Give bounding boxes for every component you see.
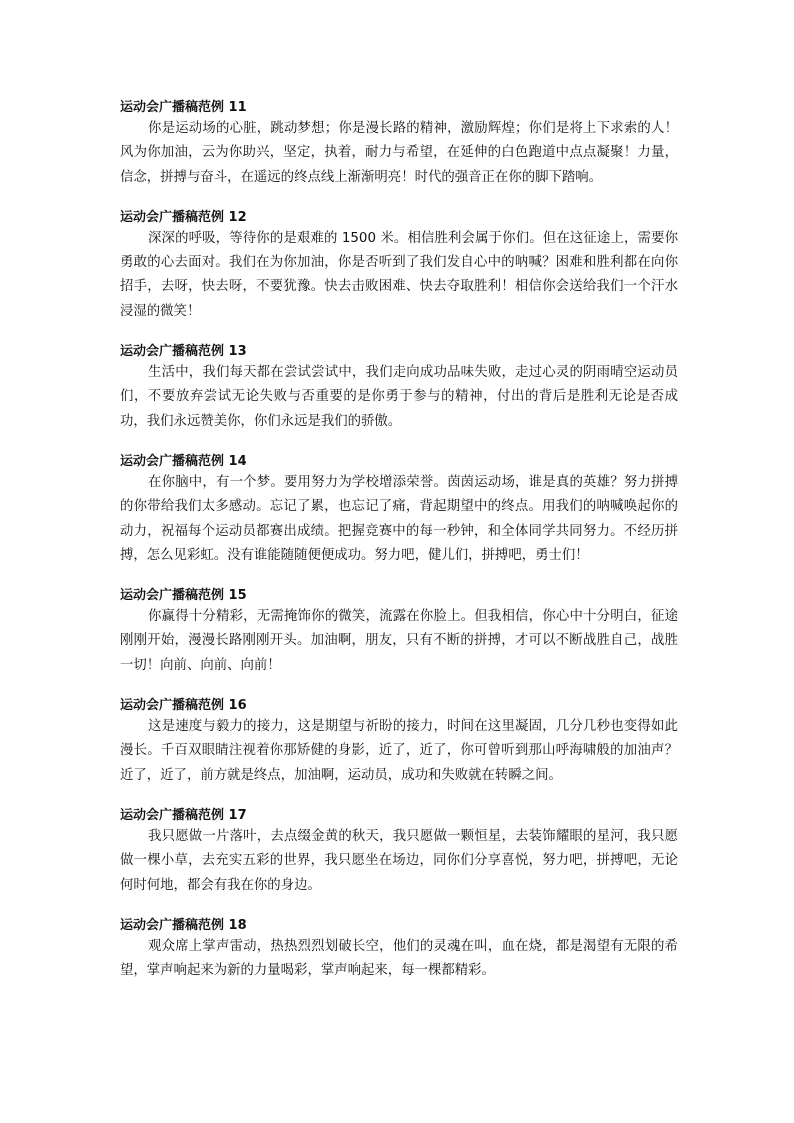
section-15 [120,587,678,678]
section-title: 运动会广播稿范例 16 [120,698,247,714]
section-body: 我只愿做一片落叶，去点缀金黄的秋天，我只愿做一颗恒星，去装饰耀眼的星河，我只愿做一棵小草，去充实五彩的世界，我只愿坐在场边，同你们分享喜悦，努力吧，拼搏吧，无论何时何地，都会有我在你的身边。 [120,828,678,893]
section-body: 深深的呼吸，等待你的是艰难的 1500 米。相信胜利会属于你们。但在这征途上，需要你勇敢的心去面对。我们在为你加油，你是否听到了我们发自心中的呐喊？困难和胜利都在向你招手，去呀，快去呀，不要犹豫。快去击败困难、快去夺取胜利！相信你会送给我们一个汗水浸湿的微笑！ [120,230,678,319]
section-title: 运动会广播稿范例 13 [120,344,247,360]
section-title: 运动会广播稿范例 15 [120,588,247,604]
section-13 [120,343,678,434]
section-title: 运动会广播稿范例 17 [120,807,247,823]
section-16 [120,697,678,788]
section-body: 在你脑中，有一个梦。要用努力为学校增添荣誉。茵茵运动场，谁是真的英雄？努力拼搏的你带给我们太多感动。忘记了累，也忘记了痛，背起期望中的终点。用我们的呐喊唤起你的动力，祝福每个运动员都赛出成绩。把握竞赛中的每一秒钟，和全体同学共同努力。不经历拼搏，怎么见彩虹。没有谁能随随便便成功。努力吧，健儿们，拼搏吧，勇士们！ [120,474,678,563]
section-18 [120,917,678,984]
section-14 [120,453,678,568]
section-body: 你是运动场的心脏，跳动梦想；你是漫长路的精神，激励辉煌；你们是将上下求索的人！风为你加油，云为你助兴，坚定，执着，耐力与希望，在延伸的白色跑道中点点凝聚！力量，信念，拼搏与奋斗，在遥远的终点线上渐渐明亮！时代的强音正在你的脚下踏响。 [120,121,678,185]
document-content [120,99,678,1002]
section-title: 运动会广播稿范例 18 [120,917,247,933]
section-body: 这是速度与毅力的接力，这是期望与祈盼的接力，时间在这里凝固，几分几秒也变得如此漫长。千百双眼睛注视着你那矫健的身影，近了，近了，你可曾听到那山呼海啸般的加油声？近了，近了，前方就是终点，加油啊，运动员，成功和失败就在转瞬之间。 [120,719,678,783]
section-12 [120,209,678,324]
section-title: 运动会广播稿范例 12 [120,209,247,225]
section-11 [120,99,678,190]
section-body: 观众席上掌声雷动，热热烈烈划破长空，他们的灵魂在叫，血在烧，都是渴望有无限的希望，掌声响起来为新的力量喝彩，掌声响起来，每一棵都精彩。 [120,938,678,979]
section-body: 你赢得十分精彩，无需掩饰你的微笑，流露在你脸上。但我相信，你心中十分明白，征途刚刚开始，漫漫长路刚刚开头。加油啊，朋友，只有不断的拼搏，才可以不断战胜自己，战胜一切！向前、向前、向前！ [120,609,678,673]
section-title: 运动会广播稿范例 11 [120,100,247,115]
section-17 [120,807,678,898]
section-body: 生活中，我们每天都在尝试尝试中，我们走向成功品味失败，走过心灵的阴雨晴空运动员们，不要放弃尝试无论失败与否重要的是你勇于参与的精神，付出的背后是胜利无论是否成功，我们永远赞美你，你们永远是我们的骄傲。 [120,365,678,429]
section-title: 运动会广播稿范例 14 [120,453,247,469]
